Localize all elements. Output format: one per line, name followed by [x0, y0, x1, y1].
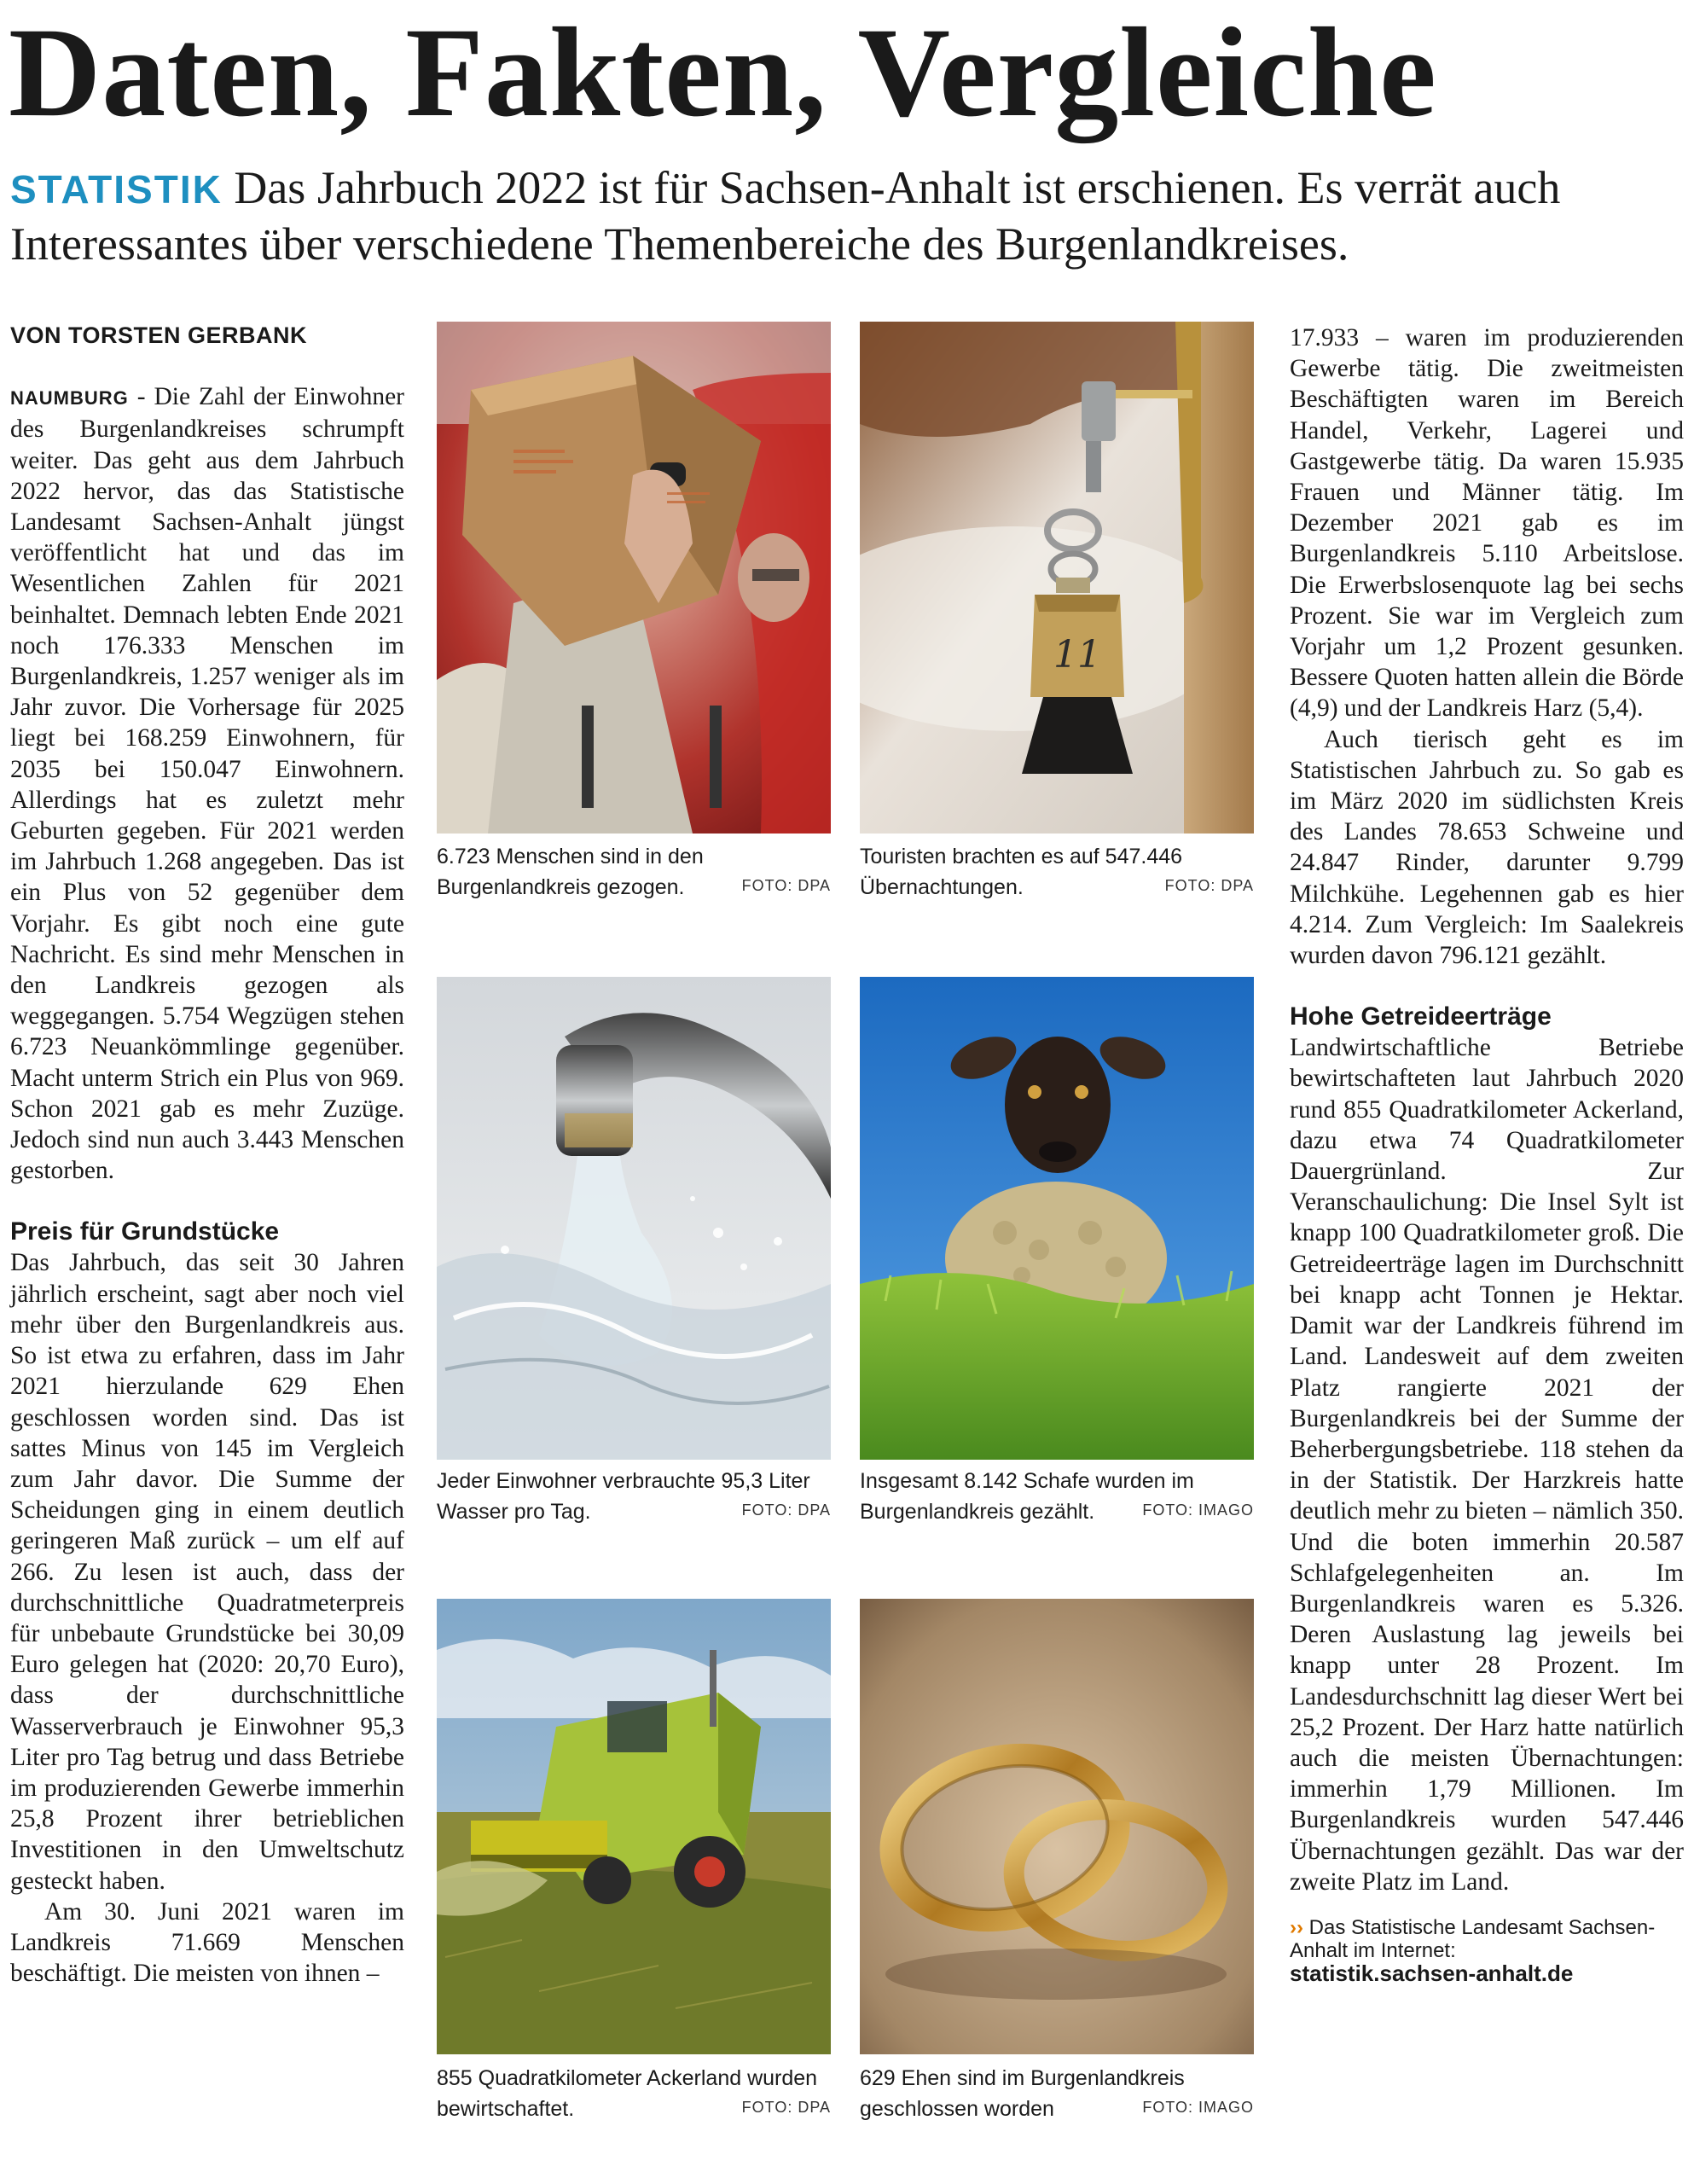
photo-caption — [860, 1466, 1254, 1527]
article-column-3 — [1290, 322, 1684, 1986]
photo-credit: FOTO: DPA — [1164, 877, 1254, 894]
subhead: Hohe Getreideerträge — [1290, 1002, 1552, 1031]
photo-credit: FOTO: IMAGO — [1142, 1502, 1254, 1519]
paragraph — [10, 381, 404, 1186]
headline: Daten, Fakten, Vergleiche — [9, 2, 1437, 143]
photo-combine-harvester — [437, 1599, 831, 2054]
photo-caption — [437, 2063, 831, 2124]
caption-text: Jeder Einwohner verbrauchte 95,3 Liter Wasser pro Tag. — [437, 1469, 810, 1524]
photo-caption — [860, 2063, 1254, 2124]
paragraph: 17.933 – waren im produzierenden Gewerbe tätig. Die zweitmeisten Beschäftigten waren im Bereich Handel, Verkehr, Lagerei und Gastgewerbe tätig. Da waren 15.935 Frauen und Männer tätig. Im Dezember 2021 gab es im Burgenlandkreis 5.110 Arbeitslose. Die Erwerbslosenquote lag bei sechs Prozent. Sie war im Vergleich zum Vorjahr um 1,2 Prozent gesunken. Bessere Quoten hatten allein die Börde (4,9) und der Landkreis Harz (5,4). — [1290, 324, 1684, 723]
subhead: Preis für Grundstücke — [10, 1217, 280, 1246]
key-tag-number: 11 — [1053, 633, 1101, 677]
caption-text: 855 Quadratkilometer Ackerland wurden bewirtschaftet. — [437, 2066, 818, 2121]
arrows-icon: ›› — [1290, 1915, 1303, 1939]
photo-credit: FOTO: DPA — [741, 2099, 831, 2116]
info-box — [1290, 1916, 1684, 1986]
photo-credit: FOTO: DPA — [741, 1502, 831, 1519]
photo-credit: FOTO: DPA — [741, 877, 831, 894]
article-column-1 — [10, 320, 404, 1989]
deck-kicker: STATISTIK — [10, 167, 223, 212]
photo-wedding-rings — [860, 1599, 1254, 2054]
photo-caption — [437, 1466, 831, 1527]
deck — [10, 160, 1682, 271]
caption-text: 629 Ehen sind im Burgenlandkreis geschlossen worden — [860, 2066, 1185, 2121]
deck-text: Das Jahrbuch 2022 ist für Sachsen-Anhalt ist erschienen. Es verrät auch Interessantes über verschiedene Themenbereiche des Burgenlandkreises. — [10, 162, 1561, 270]
caption-text: 6.723 Menschen sind in den Burgenlandkreis gezogen. — [437, 845, 704, 899]
photo-water-tap — [437, 977, 831, 1460]
photo-hotel-key — [860, 322, 1254, 834]
byline: VON TORSTEN GERBANK — [10, 322, 308, 348]
paragraph-text: - Die Zahl der Einwohner des Burgenlandkreises schrumpft weiter. Das geht aus dem Jahrbuch 2022 hervor, das das Statistische Landesamt Sachsen-Anhalt jüngst veröffentlicht hat und das im Wesentlichen Zahlen für 2021 beinhaltet. Demnach lebten Ende 2021 noch 176.333 Menschen im Burgenlandkreis, 1.257 weniger als im Jahr zuvor. Die Vorhersage für 2025 liegt bei 168.259 Einwohnern, für 2035 bei 150.047 Einwohnern. Allerdings hat es zuletzt mehr Geburten gegeben. Für 2021 werden im Jahrbuch 1.268 angegeben. Das ist ein Plus von 52 gegenüber dem Vorjahr. Es gibt noch eine gute Nachricht. Es sind mehr Menschen in den Landkreis gezogen als weggegangen. 5.754 Wegzügen stehen 6.723 Neuankömmlinge gegenüber. Macht unterm Strich ein Plus von 969. Schon 2021 gab es mehr Zuzüge. Jedoch sind nun auch 3.443 Menschen gestorben. — [10, 383, 404, 1185]
paragraph: Auch tierisch geht es im Statistischen Jahrbuch zu. So gab es im März 2020 im südlichsten Kreis des Landes 78.653 Schweine und 24.847 Rinder, darunter 9.799 Milchkühe. Legehennen gab es hier 4.214. Zum Vergleich: Im Saalekreis wurden davon 796.121 gezählt. — [1290, 725, 1684, 970]
caption-text: Insgesamt 8.142 Schafe wurden im Burgenlandkreis gezählt. — [860, 1469, 1194, 1524]
caption-text: Touristen brachten es auf 547.446 Übernachtungen. — [860, 845, 1183, 899]
photo-moving-box — [437, 322, 831, 834]
dateline: NAUMBURG — [10, 387, 129, 410]
paragraph: Am 30. Juni 2021 waren im Landkreis 71.669 Menschen beschäftigt. Die meisten von ihnen – — [10, 1897, 404, 1988]
info-text: Das Statistische Landesamt Sachsen-Anhalt im Internet: — [1290, 1915, 1656, 1962]
photo-caption — [437, 841, 831, 903]
paragraph: Landwirtschaftliche Betriebe bewirtschafteten laut Jahrbuch 2020 rund 855 Quadratkilometer Ackerland, dazu etwa 74 Quadratkilometer Dauergrünland. Zur Veranschaulichung: Die Insel Sylt ist knapp 100 Quadratkilometer groß. Die Getreideerträge lagen im Durchschnitt bei knapp acht Tonnen je Hektar. Damit war der Landkreis führend im Land. Landesweit auf dem zweiten Platz rangierte 2021 der Burgenlandkreis bei der Summe der Beherbergungsbetriebe. 118 stehen da in der Statistik. Der Harzkreis hatte deutlich mehr zu bieten – nämlich 350. Und die boten immerhin 20.587 Schlafgelegenheiten an. Im Burgenlandkreis waren es 5.326. Deren Auslastung lag jeweils bei knapp unter 28 Prozent. Im Landesdurchschnitt lag dieser Wert bei 25,2 Prozent. Der Harz hatte natürlich auch die meisten Übernachtungen: immerhin 1,79 Millionen. Im Burgenlandkreis wurden 547.446 Übernachtungen gezählt. Das war der zweite Platz im Land. — [1290, 1034, 1684, 1896]
paragraph: Das Jahrbuch, das seit 30 Jahren jährlich erscheint, sagt aber noch viel mehr über den Burgenlandkreis aus. So ist etwa zu erfahren, dass im Jahr 2021 hierzulande 629 Ehen geschlossen worden sind. Das ist sattes Minus von 145 im Vergleich zum Jahr davor. Die Summe der Scheidungen ging in einem deutlich geringeren Maß zurück – um elf auf 266. Zu lesen ist auch, dass der durchschnittliche Quadratmeterpreis für unbebaute Grundstücke bei 30,09 Euro gelegen hat (2020: 20,70 Euro), dass der durchschnittliche Wasserverbrauch je Einwohner 95,3 Liter pro Tag betrug und dass Betriebe im produzierenden Gewerbe immerhin 25,8 Prozent ihrer betrieblichen Investitionen in den Umweltschutz gesteckt haben. — [10, 1249, 404, 1895]
info-url[interactable]: statistik.sachsen-anhalt.de — [1290, 1960, 1574, 1986]
photo-caption — [860, 841, 1254, 903]
photo-credit: FOTO: IMAGO — [1142, 2099, 1254, 2116]
photo-sheep — [860, 977, 1254, 1460]
